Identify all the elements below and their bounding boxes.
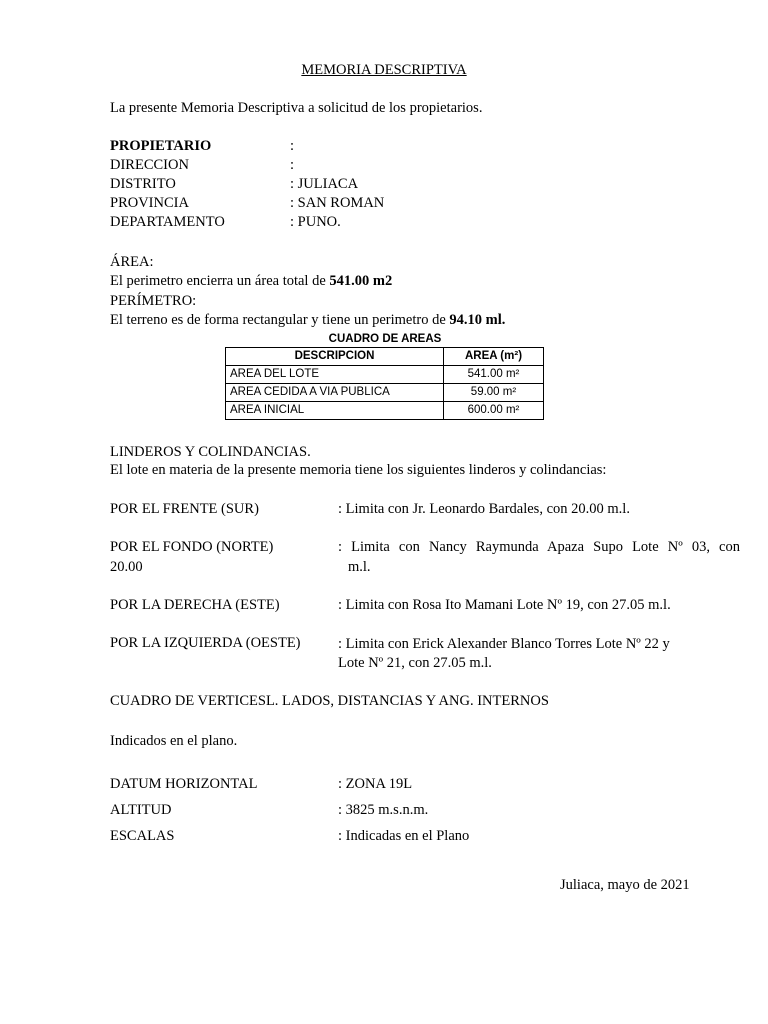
table-row	[226, 402, 544, 420]
datum-value-horizontal: : ZONA 19L	[338, 776, 413, 792]
datum-label-horizontal: DATUM HORIZONTAL	[110, 776, 258, 792]
lindero-label-fondo-cont: 20.00	[110, 559, 143, 575]
perimetro-value: 94.10 ml.	[449, 312, 506, 328]
area-value: 541.00 m2	[329, 273, 393, 289]
linderos-heading: LINDEROS Y COLINDANCIAS.	[110, 444, 311, 460]
perimetro-heading: PERÍMETRO:	[110, 293, 197, 309]
info-value-departamento: : PUNO.	[290, 214, 341, 230]
info-label-departamento: DEPARTAMENTO	[110, 214, 225, 230]
lindero-value-fondo: : Limita con Nancy Raymunda Apaza Supo Lote Nº 03, con	[338, 539, 740, 555]
areas-table-title: CUADRO DE AREAS	[328, 333, 442, 345]
info-value-distrito: : JULIACA	[290, 176, 359, 192]
area-line	[110, 272, 392, 290]
table-row	[226, 366, 544, 384]
lindero-label-fondo: POR EL FONDO (NORTE)	[110, 539, 274, 555]
vertices-text: Indicados en el plano.	[110, 733, 238, 749]
linderos-intro: El lote en materia de la presente memoria tiene los siguientes linderos y colindancias:	[110, 462, 607, 478]
perimetro-line	[110, 311, 505, 329]
lindero-value-derecha: : Limita con Rosa Ito Mamani Lote Nº 19, con 27.05 m.l.	[338, 597, 671, 613]
info-value-direccion: :	[290, 157, 295, 173]
table-header-row	[226, 348, 544, 366]
info-value-propietario: :	[290, 138, 295, 154]
areas-table	[225, 347, 544, 420]
table-cell-area: 541.00 m²	[444, 366, 544, 384]
lindero-label-derecha: POR LA DERECHA (ESTE)	[110, 597, 280, 613]
perimetro-text: El terreno es de forma rectangular y tiene un perimetro de	[110, 312, 450, 328]
datum-label-altitud: ALTITUD	[110, 802, 172, 818]
place-date: Juliaca, mayo de 2021	[560, 877, 690, 893]
intro-text: La presente Memoria Descriptiva a solicitud de los propietarios.	[110, 100, 483, 116]
lindero-value-izquierda-cont: Lote Nº 21, con 27.05 m.l.	[338, 655, 492, 671]
datum-label-escalas: ESCALAS	[110, 828, 175, 844]
lindero-value-izquierda: : Limita con Erick Alexander Blanco Torres Lote Nº 22 y	[338, 636, 670, 652]
info-label-distrito: DISTRITO	[110, 176, 176, 192]
info-label-provincia: PROVINCIA	[110, 195, 189, 211]
vertices-heading: CUADRO DE VERTICESL. LADOS, DISTANCIAS Y ANG. INTERNOS	[110, 693, 549, 709]
area-heading: ÁREA:	[110, 254, 154, 270]
datum-value-escalas: : Indicadas en el Plano	[338, 828, 470, 844]
info-label-propietario: PROPIETARIO	[110, 138, 212, 154]
info-label-direccion: DIRECCION	[110, 157, 189, 173]
area-text: El perimetro encierra un área total de	[110, 273, 330, 289]
table-cell-desc: AREA DEL LOTE	[226, 366, 444, 384]
table-cell-area: 600.00 m²	[444, 402, 544, 420]
datum-value-altitud: : 3825 m.s.n.m.	[338, 802, 429, 818]
lindero-value-fondo-cont: m.l.	[348, 559, 371, 575]
document-title: MEMORIA DESCRIPTIVA	[301, 62, 467, 78]
table-cell-desc: AREA CEDIDA A VIA PUBLICA	[226, 384, 444, 402]
table-header-descripcion: DESCRIPCION	[226, 348, 444, 366]
info-value-provincia: : SAN ROMAN	[290, 195, 385, 211]
lindero-value-frente: : Limita con Jr. Leonardo Bardales, con 20.00 m.l.	[338, 501, 630, 517]
table-row	[226, 384, 544, 402]
table-cell-desc: AREA INICIAL	[226, 402, 444, 420]
table-header-area: AREA (m²)	[444, 348, 544, 366]
lindero-label-izquierda: POR LA IZQUIERDA (OESTE)	[110, 635, 301, 651]
lindero-label-frente: POR EL FRENTE (SUR)	[110, 501, 259, 517]
table-cell-area: 59.00 m²	[444, 384, 544, 402]
